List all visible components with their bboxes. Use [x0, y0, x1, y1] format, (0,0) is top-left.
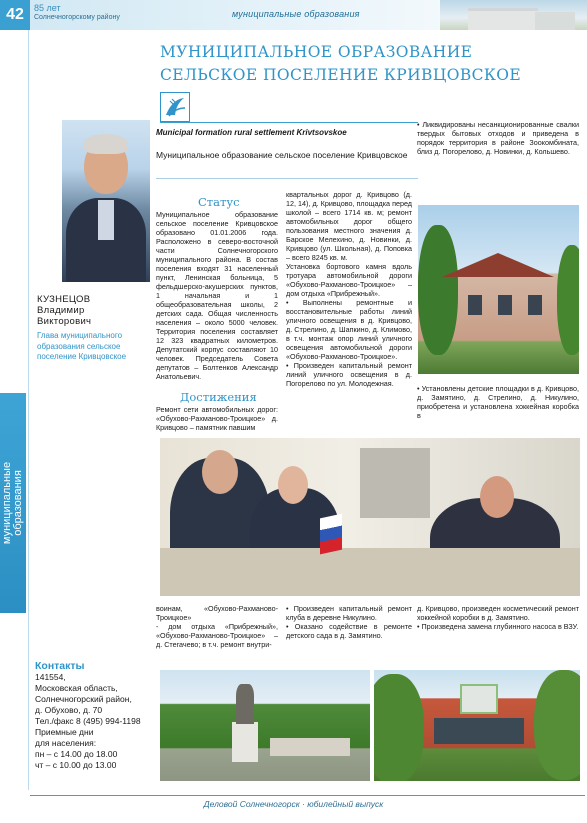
person-first-name: Владимир	[37, 305, 85, 316]
monument-photo-wall	[270, 738, 350, 756]
building-photo-window	[498, 295, 512, 315]
school-photo-tree-left	[374, 674, 424, 781]
monument-photo	[160, 670, 370, 781]
portrait-photo	[62, 120, 150, 282]
school-photo-entrance	[434, 718, 524, 744]
column3-text-mid: • Установлены детские площадки в д. Кривцово, д. Замятино, д. Стрелино, д. Никулино, приобретена и установлена хоккейная коробка в	[417, 384, 579, 420]
building-photo	[418, 205, 579, 374]
anniversary-text: Солнечногорскому району	[34, 14, 120, 21]
portrait-shirt	[98, 200, 114, 240]
person-surname: КУЗНЕЦОВ	[37, 294, 91, 305]
meeting-photo-face-1	[202, 450, 238, 494]
sidebar-label-line2: образования	[12, 470, 24, 536]
article-title	[160, 41, 585, 87]
person-role: Глава муниципального образования сельское поселение Кривцовское	[37, 331, 127, 361]
person-patronymic: Викторович	[37, 316, 92, 327]
contacts-heading: Контакты	[35, 660, 85, 672]
sidebar-section-strip	[0, 393, 26, 613]
meeting-photo-face-3	[480, 476, 514, 518]
sidebar-label	[2, 462, 24, 544]
header-photo-building-2	[535, 12, 575, 30]
school-photo-tree-right	[534, 670, 580, 780]
contacts-text: 141554, Московская область, Солнечногорский район, д. Обухово, д. 70 Тел./факс 8 (495) 994-1198 Приемные дни для населения: пн – с 14.00 до 18.00 чт – с 10.00 до 13.00	[35, 672, 141, 770]
meeting-photo-shelf	[360, 448, 430, 518]
achievements-heading: Достижения	[180, 390, 257, 404]
column2-text: квартальных дорог д. Кривцово (д. 12, 14), д. Кривцово, площадка перед школой – всего 1714 кв. м; ремонт автомобильных дорог общего пользования местного значения д. Барское Мелехино, д. Новинки, д. Кривцово (ул. Школьная), д. Поповка – всего 8245 кв. м. Установка бортового камня вдоль тротуара автомобильной дороги «Обухово-Рахманово-Троицкое» – дом отдыха «Прибрежный». • Выполнены ремонтные и восстановительные работы линий уличного освещения в д. Кривцово, д. Стрелино, д. Шапкино, д. Климово, в т.ч. монтаж опор линий уличного освещения автомобильной дороги «Обухово-Рахманово-Троицкое». • Произведен капитальный ремонт линий уличного освещения в д. Погорелово по ул. Молодежная.	[286, 190, 412, 388]
building-photo-tree-right	[557, 245, 579, 355]
building-photo-window	[468, 295, 482, 315]
monument-photo-pedestal	[232, 722, 258, 762]
page-number: 42	[0, 0, 30, 30]
bottom-column3-text: д. Кривцово, произведен косметический ремонт хоккейной коробки в д. Замятино. • Произведена замена глубинного насоса в ВЗУ.	[417, 604, 579, 631]
portrait-hair	[84, 134, 128, 154]
article-title-line2: СЕЛЬСКОЕ ПОСЕЛЕНИЕ КРИВЦОВСКОЕ	[160, 66, 522, 84]
meeting-photo-face-2	[278, 466, 308, 504]
subtitle-separator	[156, 178, 418, 179]
monument-photo-figure	[236, 684, 254, 724]
krivtsovskoe-emblem-icon	[160, 92, 190, 122]
status-text: Муниципальное образование сельское поселение Кривцовское образовано 01.01.2006 года. Расположено в северо-восточной части Солнечногорского муниципального района. В состав поселения входят 31 населенный пункт, Ленинская больница, 5 фельдшерско-акушерских пунктов, 1 начальная и 1 общеобразовательная школы, 2 детских сада. Общая численность населения – около 5000 человек. Территория поселения составляет 12 323 квадратных километров. Депутатский корпус составляют 10 человек. Председатель Совета депутатов – Болтенков Александр Анатольевич.	[156, 210, 278, 381]
header-photo-building	[468, 8, 538, 30]
achievements-text: Ремонт сети автомобильных дорог: «Обухово-Рахманово-Троицкое» д. Кривцово – памятник павшим	[156, 405, 278, 432]
english-title: Municipal formation rural settlement Krivtsovskoe	[156, 128, 347, 137]
meeting-photo-table	[160, 548, 580, 596]
russian-subtitle: Муниципальное образование сельское поселение Кривцовское	[156, 150, 408, 160]
meeting-photo	[160, 438, 580, 596]
left-divider	[28, 30, 29, 790]
person-name	[37, 294, 152, 327]
status-heading: Статус	[198, 195, 240, 209]
footer-line	[30, 795, 585, 796]
school-photo-tower	[460, 684, 498, 714]
building-photo-window	[528, 295, 542, 315]
anniversary-years: 85 лет	[34, 3, 61, 13]
column3-text-top: • Ликвидированы несанкционированные свалки твердых бытовых отходов и приведена в порядок территория в районе Зоокомбината, близ д. Погорелово, д. Новинки, д. Кольшево.	[417, 120, 579, 156]
page-header	[0, 0, 587, 30]
footer-text: Деловой Солнечногорск · юбилейный выпуск	[203, 799, 384, 809]
article-title-line1: МУНИЦИПАЛЬНОЕ ОБРАЗОВАНИЕ	[160, 43, 473, 61]
anniversary-label	[34, 4, 120, 22]
section-title: муниципальные образования	[232, 9, 360, 19]
header-photo	[440, 0, 587, 30]
russian-flag-icon	[320, 514, 342, 555]
title-underline	[160, 122, 418, 123]
school-photo	[374, 670, 580, 781]
sidebar-label-line1: муниципальные	[1, 461, 13, 545]
bottom-column1-text: воинам, «Обухово-Рахманово-Троицкое» - дом отдыха «Прибрежный», «Обухово-Рахманово-Троицкое» – д. Стегачево; в т.ч. ремонт внутри-	[156, 604, 278, 649]
building-photo-tree-left	[418, 225, 458, 355]
bottom-column2-text: • Произведен капитальный ремонт клуба в деревне Никулино. • Оказано содействие в ремонте детского сада в д. Замятино.	[286, 604, 412, 640]
